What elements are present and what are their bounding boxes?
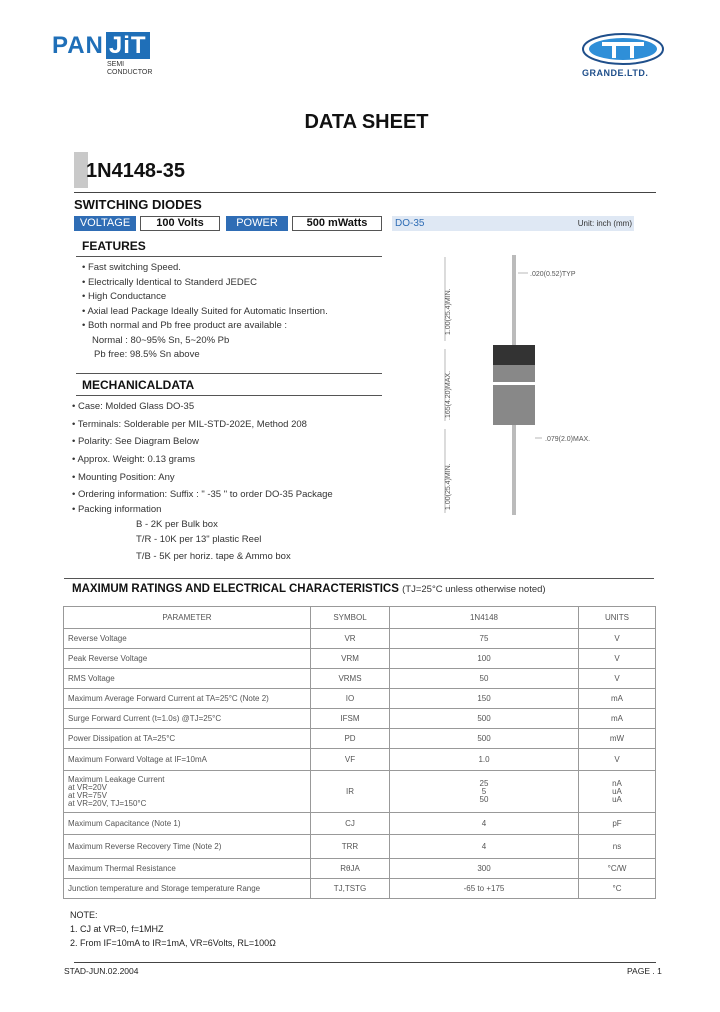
- note-heading: NOTE:: [70, 910, 98, 920]
- param-cell: Surge Forward Current (t=1.0s) @TJ=25°C: [64, 709, 311, 729]
- mech-item: • Mounting Position: Any: [72, 472, 175, 483]
- feature-item: Pb free: 98.5% Sn above: [94, 349, 200, 360]
- header-cell: 1N4148: [390, 607, 579, 629]
- param-cell: Peak Reverse Voltage: [64, 649, 311, 669]
- header-cell: SYMBOL: [311, 607, 390, 629]
- symbol-cell: VRMS: [311, 669, 390, 689]
- table-row: [64, 649, 656, 669]
- mech-item: • Packing information: [72, 504, 162, 515]
- symbol-cell: RθJA: [311, 859, 390, 879]
- footer-date: STAD-JUN.02.2004: [64, 966, 139, 976]
- unit-cell: mA: [579, 709, 656, 729]
- logo-subtitle: [107, 61, 152, 77]
- grande-logo-icon: [580, 32, 666, 68]
- symbol-cell: PD: [311, 729, 390, 749]
- value-cell: 500: [390, 729, 579, 749]
- symbol-cell: IO: [311, 689, 390, 709]
- logo-jit-text: JiT: [106, 32, 150, 59]
- value-cell: 150: [390, 689, 579, 709]
- unit-cell: mW: [579, 729, 656, 749]
- param-cell: Reverse Voltage: [64, 629, 311, 649]
- dim-body-diameter: .079(2.0)MAX.: [545, 436, 591, 443]
- logo-sub1: SEMI: [107, 61, 125, 68]
- mech-item: • Terminals: Solderable per MIL-STD-202E, Method 208: [72, 419, 307, 430]
- mech-item: • Case: Molded Glass DO-35: [72, 401, 195, 412]
- unit-cell: V: [579, 669, 656, 689]
- page-title: DATA SHEET: [304, 111, 429, 133]
- unit-label: Unit: inch (mm): [577, 219, 632, 228]
- param-cell: Maximum Forward Voltage at IF=10mA: [64, 749, 311, 771]
- divider: [74, 192, 656, 193]
- ratings-condition: (TJ=25°C unless otherwise noted): [402, 584, 546, 595]
- symbol-cell: VR: [311, 629, 390, 649]
- feature-item: • Axial lead Package Ideally Suited for Automatic Insertion.: [82, 305, 328, 317]
- features-heading: FEATURES: [82, 239, 146, 253]
- dim-top-length: 1.00(25.4)MIN.: [445, 288, 452, 335]
- unit-cell: mA: [579, 689, 656, 709]
- table-row: [64, 771, 656, 813]
- value-cell: 4: [390, 813, 579, 835]
- unit-cell: pF: [579, 813, 656, 835]
- unit-cell: nA uA uA: [579, 771, 656, 813]
- do35-diagram: [420, 245, 640, 525]
- table-row: [64, 879, 656, 899]
- unit-cell: ns: [579, 835, 656, 859]
- unit-cell: V: [579, 629, 656, 649]
- value-cell: -65 to +175: [390, 879, 579, 899]
- note-item: 2. From IF=10mA to IR=1mA, VR=6Volts, RL=100Ω: [70, 938, 276, 948]
- mech-item: • Polarity: See Diagram Below: [72, 436, 199, 447]
- feature-item: • Fast switching Speed.: [82, 262, 181, 273]
- unit-cell: V: [579, 649, 656, 669]
- dim-body-length: .165(4.20)MAX.: [445, 370, 452, 420]
- subtitle: SWITCHING DIODES: [74, 197, 202, 212]
- symbol-cell: CJ: [311, 813, 390, 835]
- table-row: [64, 729, 656, 749]
- package-name: DO-35: [395, 218, 425, 229]
- ratings-title: [72, 583, 546, 595]
- value-cell: 25 5 50: [390, 771, 579, 813]
- packing-item: B - 2K per Bulk box: [136, 519, 218, 530]
- value-cell: 300: [390, 859, 579, 879]
- footer-divider: [74, 962, 656, 963]
- param-cell: Power Dissipation at TA=25°C: [64, 729, 311, 749]
- mechanical-heading: MECHANICALDATA: [82, 378, 195, 392]
- footer-page: PAGE . 1: [627, 966, 662, 976]
- feature-item: Normal : 80~95% Sn, 5~20% Pb: [92, 334, 230, 346]
- features-divider: [76, 256, 382, 257]
- dim-lead-diameter: .020(0.52)TYP: [530, 271, 576, 278]
- value-cell: 75: [390, 629, 579, 649]
- ratings-table: [63, 606, 656, 899]
- mech-item: • Approx. Weight: 0.13 grams: [72, 454, 196, 465]
- note-item: 1. CJ at VR=0, f=1MHZ: [70, 924, 164, 934]
- mech-item: • Ordering information: Suffix : " -35 " to order DO-35 Package: [72, 489, 333, 500]
- symbol-cell: TJ,TSTG: [311, 879, 390, 899]
- symbol-cell: VRM: [311, 649, 390, 669]
- unit-cell: °C: [579, 879, 656, 899]
- panjit-logo: [52, 32, 150, 60]
- mech-divider: [76, 395, 382, 396]
- value-cell: 1.0: [390, 749, 579, 771]
- symbol-cell: VF: [311, 749, 390, 771]
- symbol-cell: IFSM: [311, 709, 390, 729]
- param-cell: Junction temperature and Storage temperature Range: [64, 879, 311, 899]
- table-row: [64, 709, 656, 729]
- package-bar: [392, 216, 634, 231]
- param-cell: RMS Voltage: [64, 669, 311, 689]
- table-row: [64, 669, 656, 689]
- value-cell: 50: [390, 669, 579, 689]
- param-cell: Maximum Reverse Recovery Time (Note 2): [64, 835, 311, 859]
- param-cell: Maximum Leakage Current at VR=20V at VR=75V at VR=20V, TJ=150°C: [64, 771, 311, 813]
- table-row: [64, 629, 656, 649]
- part-number: 1N4148-35: [86, 160, 185, 182]
- unit-cell: °C/W: [579, 859, 656, 879]
- features-list: [82, 261, 328, 363]
- logo-sub2: CONDUCTOR: [107, 69, 153, 76]
- feature-item: • Electrically Identical to Standerd JEDEC: [82, 276, 257, 288]
- unit-cell: V: [579, 749, 656, 771]
- logo-pan-text: PAN: [52, 32, 104, 59]
- value-cell: 100: [390, 649, 579, 669]
- ratings-title-text: MAXIMUM RATINGS AND ELECTRICAL CHARACTERISTICS: [72, 583, 399, 595]
- param-cell: Maximum Capacitance (Note 1): [64, 813, 311, 835]
- power-label: POWER: [226, 216, 288, 231]
- mech-divider-top: [76, 373, 382, 374]
- value-cell: 500: [390, 709, 579, 729]
- header-cell: PARAMETER: [64, 607, 311, 629]
- power-value: 500 mWatts: [292, 216, 382, 231]
- symbol-cell: IR: [311, 771, 390, 813]
- feature-item: • High Conductance: [82, 291, 167, 302]
- value-cell: 4: [390, 835, 579, 859]
- grande-text: GRANDE.LTD.: [582, 68, 649, 78]
- table-row: [64, 859, 656, 879]
- table-row: [64, 835, 656, 859]
- header-cell: UNITS: [579, 607, 656, 629]
- packing-item: T/R - 10K per 13" plastic Reel: [136, 534, 262, 545]
- table-header-row: [64, 607, 656, 629]
- table-row: [64, 689, 656, 709]
- voltage-label: VOLTAGE: [74, 216, 136, 231]
- table-row: [64, 749, 656, 771]
- voltage-value: 100 Volts: [140, 216, 220, 231]
- param-cell: Maximum Average Forward Current at TA=25°C (Note 2): [64, 689, 311, 709]
- dim-bottom-length: 1.00(25.4)MIN.: [445, 463, 452, 510]
- packing-item: T/B - 5K per horiz. tape & Ammo box: [136, 551, 291, 562]
- symbol-cell: TRR: [311, 835, 390, 859]
- param-cell: Maximum Thermal Resistance: [64, 859, 311, 879]
- table-row: [64, 813, 656, 835]
- feature-item: • Both normal and Pb free product are available :: [82, 320, 288, 331]
